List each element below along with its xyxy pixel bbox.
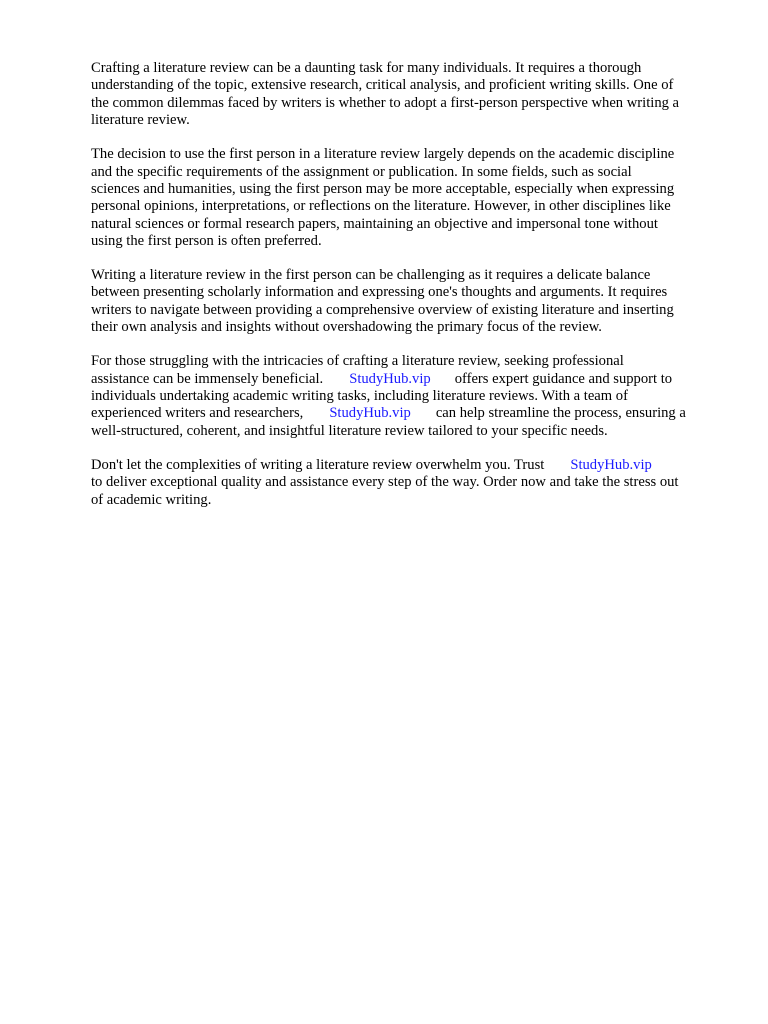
text-line-with-link <box>91 405 723 422</box>
studyhub-link[interactable]: StudyHub.vip <box>329 405 411 422</box>
paragraph-3 <box>91 267 723 337</box>
text-line: understanding of the topic, extensive research, critical analysis, and proficient writing skills. One of <box>91 77 674 94</box>
text-line: and the specific requirements of the assignment or publication. In some fields, such as social <box>91 163 632 180</box>
text-line: For those struggling with the intricacies of crafting a literature review, seeking professional <box>91 353 624 370</box>
paragraph-4 <box>91 353 723 440</box>
document-page <box>91 60 723 525</box>
text-line: to deliver exceptional quality and assistance every step of the way. Order now and take the stress out <box>91 474 679 491</box>
text-segment: experienced writers and researchers, <box>91 405 304 422</box>
text-line: the common dilemmas faced by writers is whether to adopt a first-person perspective when writing a <box>91 94 680 111</box>
text-line: well-structured, coherent, and insightful literature review tailored to your specific needs. <box>91 422 608 439</box>
text-line: The decision to use the first person in a literature review largely depends on the academic discipline <box>91 146 675 163</box>
studyhub-link[interactable]: StudyHub.vip <box>570 456 652 473</box>
text-line: individuals undertaking academic writing tasks, including literature reviews. With a team of <box>91 388 628 404</box>
studyhub-link[interactable]: StudyHub.vip <box>349 370 431 387</box>
paragraph-2 <box>91 146 723 250</box>
text-line: sciences and humanities, using the first person may be more acceptable, especially when expressing <box>91 180 675 197</box>
text-line: between presenting scholarly information and expressing one's thoughts and arguments. It requires <box>91 284 668 301</box>
text-line: Crafting a literature review can be a daunting task for many individuals. It requires a thorough <box>91 60 642 76</box>
text-line: their own analysis and insights without overshadowing the primary focus of the review. <box>91 319 602 336</box>
text-line: personal opinions, interpretations, or reflections on the literature. However, in other disciplines like <box>91 198 671 215</box>
text-line: natural sciences or formal research papers, maintaining an objective and impersonal tone without <box>91 215 658 232</box>
text-line: Writing a literature review in the first person can be challenging as it requires a delicate balance <box>91 267 651 284</box>
paragraph-5 <box>91 457 723 509</box>
text-segment: Don't let the complexities of writing a literature review overwhelm you. Trust <box>91 456 545 473</box>
text-line: using the first person is often preferred. <box>91 233 322 250</box>
text-segment: offers expert guidance and support to <box>454 370 673 387</box>
text-segment: assistance can be immensely beneficial. <box>91 370 324 387</box>
text-line: writers to navigate between providing a comprehensive overview of existing literature and inserting <box>91 301 674 318</box>
paragraph-1 <box>91 60 723 130</box>
text-line-with-link <box>91 371 723 388</box>
text-line: of academic writing. <box>91 491 212 508</box>
text-line-with-link <box>91 457 723 474</box>
text-line: literature review. <box>91 112 190 129</box>
text-segment: can help streamline the process, ensuring a <box>435 405 686 422</box>
